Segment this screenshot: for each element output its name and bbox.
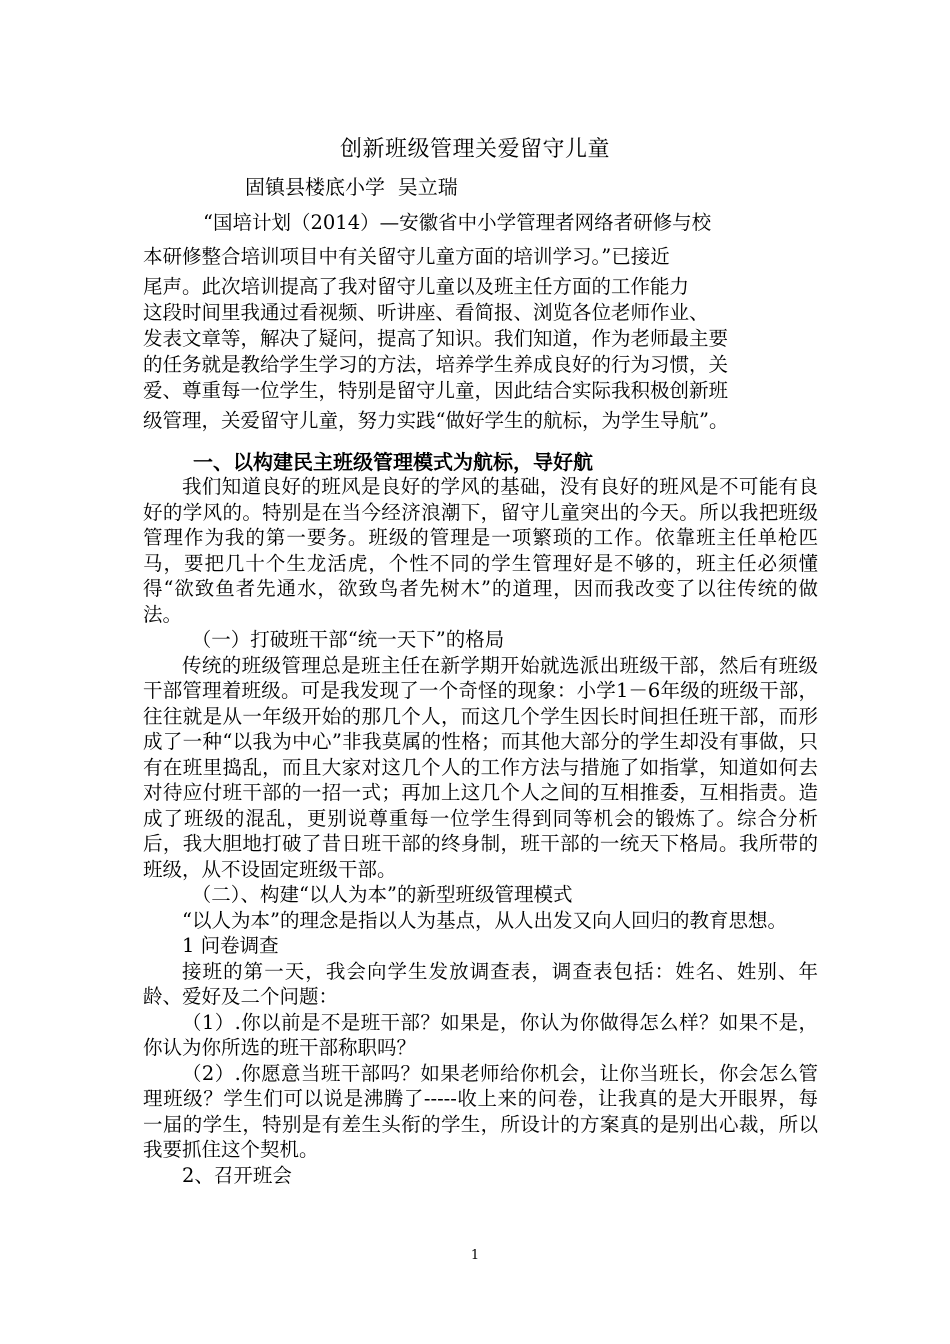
subheading: （一）打破班干部“统一天下”的格局 <box>191 628 505 651</box>
paragraph: 传统的班级管理总是班主任在新学期开始就选派出班级干部，然后有班级干部管理着班级。可是我发现了一个奇怪的现象：小学1－6年级的班级干部，往往就是从一年级开始的那几个人，而这几个学生因长时间担任班干部，而形成了一种“以我为中心”非我莫属的性格；而其他大部分的学生却没有事做，只有在班里捣乱，而且大家对这几个人的工作方法与措施了如指掌，知道如何去对待应付班干部的一招一式；再加上这几个人之间的互相推委，互相指责。造成了班级的混乱，更别说尊重每一位学生得到同等机会的锻炼了。综合分析后，我大胆地打破了昔日班干部的终身制，班干部的一统天下格局。我所带的班级，从不设固定班级干部。 <box>143 653 818 881</box>
intro-paragraph <box>143 206 818 438</box>
paragraph: （1）.你以前是不是班干部？如果是，你认为你做得怎么样？如果不是，你认为你所选的班干部称职吗？ <box>143 1010 818 1059</box>
intro-line: 这段时间里我通过看视频、听讲座、看简报、浏览各位老师作业、 <box>143 301 709 324</box>
paragraph: 我们知道良好的班风是良好的学风的基础，没有良好的班风是不可能有良好的学风的。特别是在当今经济浪潮下，留守儿童突出的今天。所以我把班级管理作为我的第一要务。班级的管理是一项繁琐的工作。依靠班主任单枪匹马，要把几十个生龙活虎，个性不同的学生管理好是不够的，班主任必须懂得“欲致鱼者先通水，欲致鸟者先树木”的道理，因而我改变了以往传统的做法。 <box>143 475 818 626</box>
intro-line: “国培计划（2014）—安徽省中小学管理者网络者研修与校 <box>203 211 712 234</box>
page-number: 1 <box>470 1248 480 1263</box>
subheading: 1 问卷调查 <box>182 934 279 957</box>
paragraph: （2）.你愿意当班干部吗？如果老师给你机会，让你当班长，你会怎么管理班级？学生们可以说是沸腾了-----收上来的问卷，让我真的是大开眼界，每一届的学生，特别是有差生头衔的学生，所设计的方案真的是别出心裁，所以我要抓住这个契机。 <box>143 1061 818 1161</box>
document-title: 创新班级管理关爱留守儿童 <box>339 137 610 162</box>
subheading: （二）、构建“以人为本”的新型班级管理模式 <box>191 883 573 906</box>
intro-line: 尾声。此次培训提高了我对留守儿童以及班主任方面的工作能力 <box>143 275 690 298</box>
paragraph: 接班的第一天，我会向学生发放调查表，调查表包括：姓名、姓别、年龄、爱好及二个问题： <box>143 959 818 1008</box>
subheading: 2、召开班会 <box>182 1163 292 1187</box>
intro-line: 爱、尊重每一位学生，特别是留守儿童，因此结合实际我积极创新班 <box>143 379 729 402</box>
intro-line: 级管理，关爱留守儿童，努力实践“做好学生的航标，为学生导航”。 <box>143 409 729 432</box>
intro-line: 发表文章等，解决了疑问，提高了知识。我们知道，作为老师最主要 <box>143 327 729 350</box>
section-heading: 一、以构建民主班级管理模式为航标，导好航 <box>193 450 593 474</box>
paragraph: “以人为本”的理念是指以人为基点，从人出发又向人回归的教育思想。 <box>182 908 787 932</box>
author-line: 固镇县楼底小学 吴立瑞 <box>245 175 458 199</box>
intro-line: 本研修整合培训项目中有关留守儿童方面的培训学习。”已接近 <box>143 245 670 268</box>
body-text <box>143 474 818 1188</box>
intro-line: 的任务就是教给学生学习的方法，培养学生养成良好的行为习惯，关 <box>143 353 729 376</box>
